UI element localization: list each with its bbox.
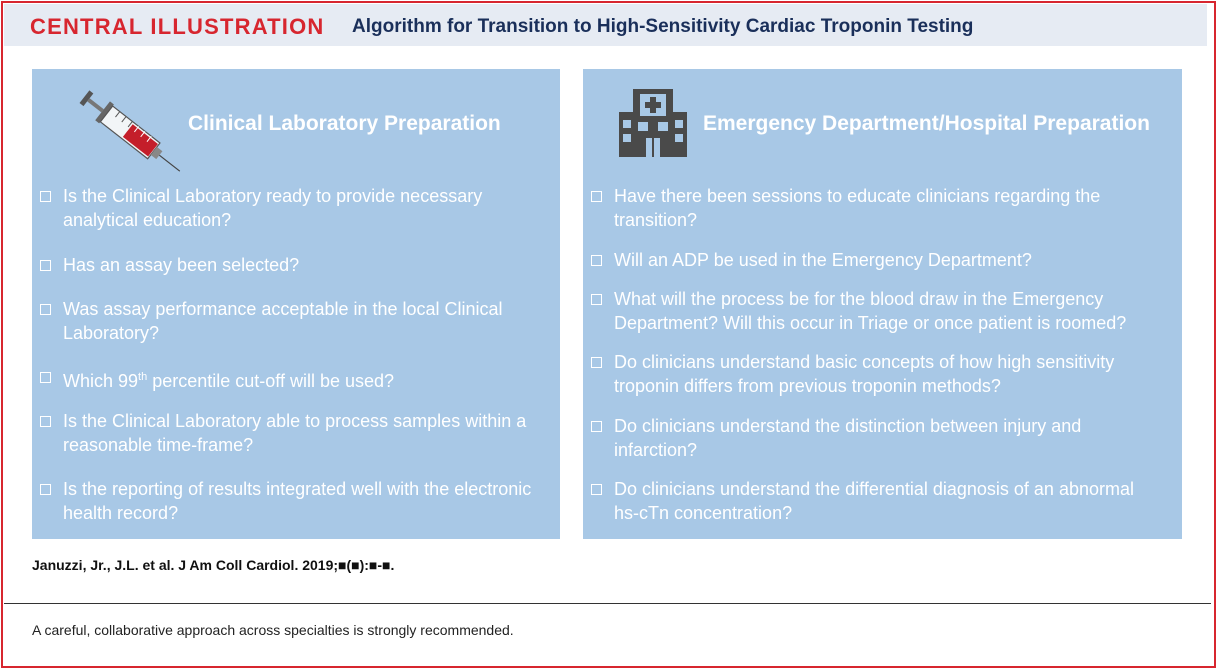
checklist-item-text: Is the reporting of results integrated well with the electronic health record? (63, 479, 532, 523)
checkbox-icon (591, 484, 602, 495)
checkbox-icon (40, 260, 51, 271)
checklist-item-text: Is the Clinical Laboratory able to process samples within a reasonable time-frame? (63, 411, 527, 455)
panel-title: Clinical Laboratory Preparation (188, 112, 501, 135)
checkbox-icon (40, 372, 51, 383)
checklist-item-text: Will an ADP be used in the Emergency Department? (614, 250, 1032, 270)
hospital-icon (616, 84, 690, 160)
panel-title: Emergency Department/Hospital Preparation (703, 112, 1150, 135)
clinical-laboratory-panel (32, 69, 560, 539)
percentile-text-post: percentile cut-off will be used? (147, 371, 395, 391)
checkbox-icon (40, 191, 51, 202)
checklist-item-text: Have there been sessions to educate clinicians regarding the transition? (614, 186, 1101, 230)
percentile-superscript: th (138, 371, 148, 383)
percentile-text-pre: Which 99 (63, 371, 139, 391)
checklist-item-text: Do clinicians understand basic concepts of how high sensitivity troponin differs from previous troponin methods? (614, 352, 1115, 396)
checklist-item-text (63, 365, 543, 393)
checkbox-icon (591, 357, 602, 368)
header-title: Algorithm for Transition to High-Sensitivity Cardiac Troponin Testing (352, 16, 974, 37)
emergency-department-panel (583, 69, 1182, 539)
checkbox-icon (40, 416, 51, 427)
header-bar (4, 4, 1207, 46)
header-label: CENTRAL ILLUSTRATION (30, 14, 325, 39)
checklist-item-text: What will the process be for the blood draw in the Emergency Department? Will this occur in Triage or once patient is roomed? (614, 289, 1127, 333)
checklist-item-text: Do clinicians understand the distinction between injury and infarction? (614, 416, 1082, 460)
checklist-item-text: Do clinicians understand the differential diagnosis of an abnormal hs-cTn concentration? (614, 479, 1134, 523)
checklist-item-text: Was assay performance acceptable in the local Clinical Laboratory? (63, 299, 503, 343)
checkbox-icon (591, 421, 602, 432)
footer-text: A careful, collaborative approach across specialties is strongly recommended. (32, 622, 514, 638)
divider (4, 603, 1211, 604)
checkbox-icon (591, 191, 602, 202)
syringe-icon (70, 79, 190, 183)
checkbox-icon (40, 304, 51, 315)
checkbox-icon (40, 484, 51, 495)
checkbox-icon (591, 294, 602, 305)
checkbox-icon (591, 255, 602, 266)
checklist-item-text: Has an assay been selected? (63, 255, 300, 275)
citation: Januzzi, Jr., J.L. et al. J Am Coll Cardiol. 2019;■(■):■-■. (32, 557, 395, 573)
checklist-item-text: Is the Clinical Laboratory ready to provide necessary analytical education? (63, 186, 483, 230)
